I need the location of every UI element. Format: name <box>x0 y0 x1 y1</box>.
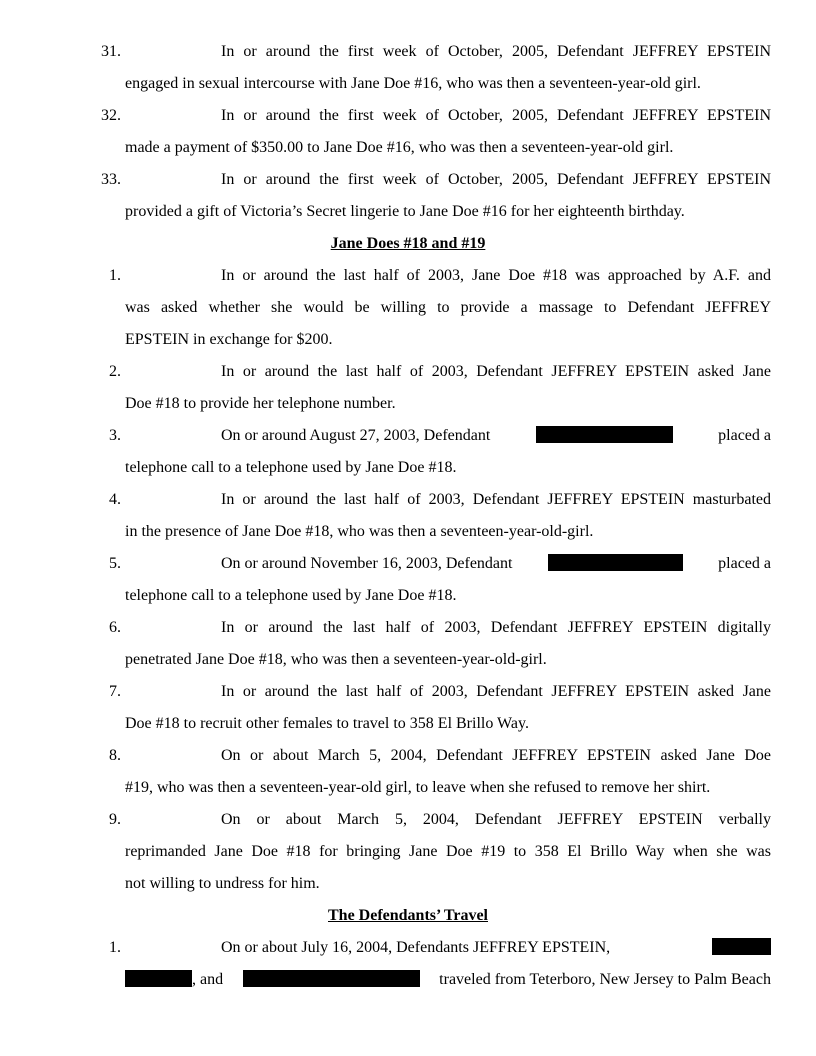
paragraph-text: telephone call to a telephone used by Jane Doe #18. <box>125 459 457 476</box>
paragraph-number: 33. <box>101 171 121 188</box>
paragraph-text: In or around the first week of October, 2005, Defendant JEFFREY EPSTEIN <box>221 171 771 188</box>
paragraph-text: In or around the first week of October, 2005, Defendant JEFFREY EPSTEIN <box>221 107 771 124</box>
paragraph-number: 1. <box>109 939 121 956</box>
paragraph-text: In or around the last half of 2003, Defendant JEFFREY EPSTEIN asked Jane <box>221 363 771 380</box>
paragraph-text: made a payment of $350.00 to Jane Doe #16, who was then a seventeen-year-old girl. <box>125 139 674 156</box>
paragraph-number: 4. <box>109 491 121 508</box>
paragraph-line <box>221 554 771 574</box>
paragraph-text: EPSTEIN in exchange for $200. <box>125 331 333 348</box>
redaction-box <box>712 938 771 955</box>
paragraph-text: provided a gift of Victoria’s Secret lingerie to Jane Doe #16 for her eighteenth birthday. <box>125 203 685 220</box>
paragraph-text: In or around the last half of 2003, Defendant JEFFREY EPSTEIN digitally <box>221 619 771 636</box>
paragraph-text: On or around November 16, 2003, Defendant <box>221 555 513 572</box>
paragraph-text: not willing to undress for him. <box>125 875 320 892</box>
paragraph-number: 1. <box>109 267 121 284</box>
paragraph-text: traveled from Teterboro, New Jersey to Palm Beach <box>439 971 771 988</box>
paragraph-text: On or about July 16, 2004, Defendants JEFFREY EPSTEIN, <box>221 939 611 956</box>
paragraph-text: in the presence of Jane Doe #18, who was then a seventeen-year-old-girl. <box>125 523 594 540</box>
paragraph-fragment <box>125 970 223 990</box>
paragraph-number: 8. <box>109 747 121 764</box>
paragraph-number: 3. <box>109 427 121 444</box>
redaction-box <box>125 970 192 987</box>
section-heading: Jane Does #18 and #19 <box>330 235 486 252</box>
paragraph-number: 6. <box>109 619 121 636</box>
redaction-box <box>243 970 420 987</box>
paragraph-number: 5. <box>109 555 121 572</box>
paragraph-text: On or around August 27, 2003, Defendant <box>221 427 491 444</box>
paragraph-number: 31. <box>101 43 121 60</box>
paragraph-text: Doe #18 to recruit other females to travel to 358 El Brillo Way. <box>125 715 529 732</box>
paragraph-text: , and <box>192 971 224 988</box>
paragraph-text: #19, who was then a seventeen-year-old girl, to leave when she refused to remove her shirt. <box>125 779 711 796</box>
paragraph-text: On or about March 5, 2004, Defendant JEFFREY EPSTEIN asked Jane Doe <box>221 747 771 764</box>
paragraph-line <box>125 970 771 990</box>
paragraph-text: In or around the last half of 2003, Defendant JEFFREY EPSTEIN masturbated <box>221 491 771 508</box>
redaction-box <box>536 426 673 443</box>
paragraph-text: telephone call to a telephone used by Jane Doe #18. <box>125 587 457 604</box>
paragraph-number: 2. <box>109 363 121 380</box>
paragraph-text: placed a <box>718 427 771 444</box>
paragraph-text: penetrated Jane Doe #18, who was then a seventeen-year-old-girl. <box>125 651 547 668</box>
paragraph-text: In or around the last half of 2003, Jane Doe #18 was approached by A.F. and <box>221 267 771 284</box>
paragraph-line <box>221 938 771 958</box>
paragraph-text: engaged in sexual intercourse with Jane Doe #16, who was then a seventeen-year-old girl. <box>125 75 701 92</box>
paragraph-line <box>221 426 771 446</box>
paragraph-text: Doe #18 to provide her telephone number. <box>125 395 396 412</box>
paragraph-text: reprimanded Jane Doe #18 for bringing Jane Doe #19 to 358 El Brillo Way when she was <box>125 843 771 860</box>
paragraph-number: 9. <box>109 811 121 828</box>
paragraph-number: 7. <box>109 683 121 700</box>
paragraph-number: 32. <box>101 107 121 124</box>
paragraph-text: was asked whether she would be willing to provide a massage to Defendant JEFFREY <box>125 299 771 316</box>
section-heading: The Defendants’ Travel <box>328 907 488 924</box>
redaction-box <box>548 554 683 571</box>
paragraph-text: In or around the last half of 2003, Defendant JEFFREY EPSTEIN asked Jane <box>221 683 771 700</box>
paragraph-text: On or about March 5, 2004, Defendant JEFFREY EPSTEIN verbally <box>221 811 771 828</box>
paragraph-text: placed a <box>718 555 771 572</box>
paragraph-text: In or around the first week of October, 2005, Defendant JEFFREY EPSTEIN <box>221 43 771 60</box>
